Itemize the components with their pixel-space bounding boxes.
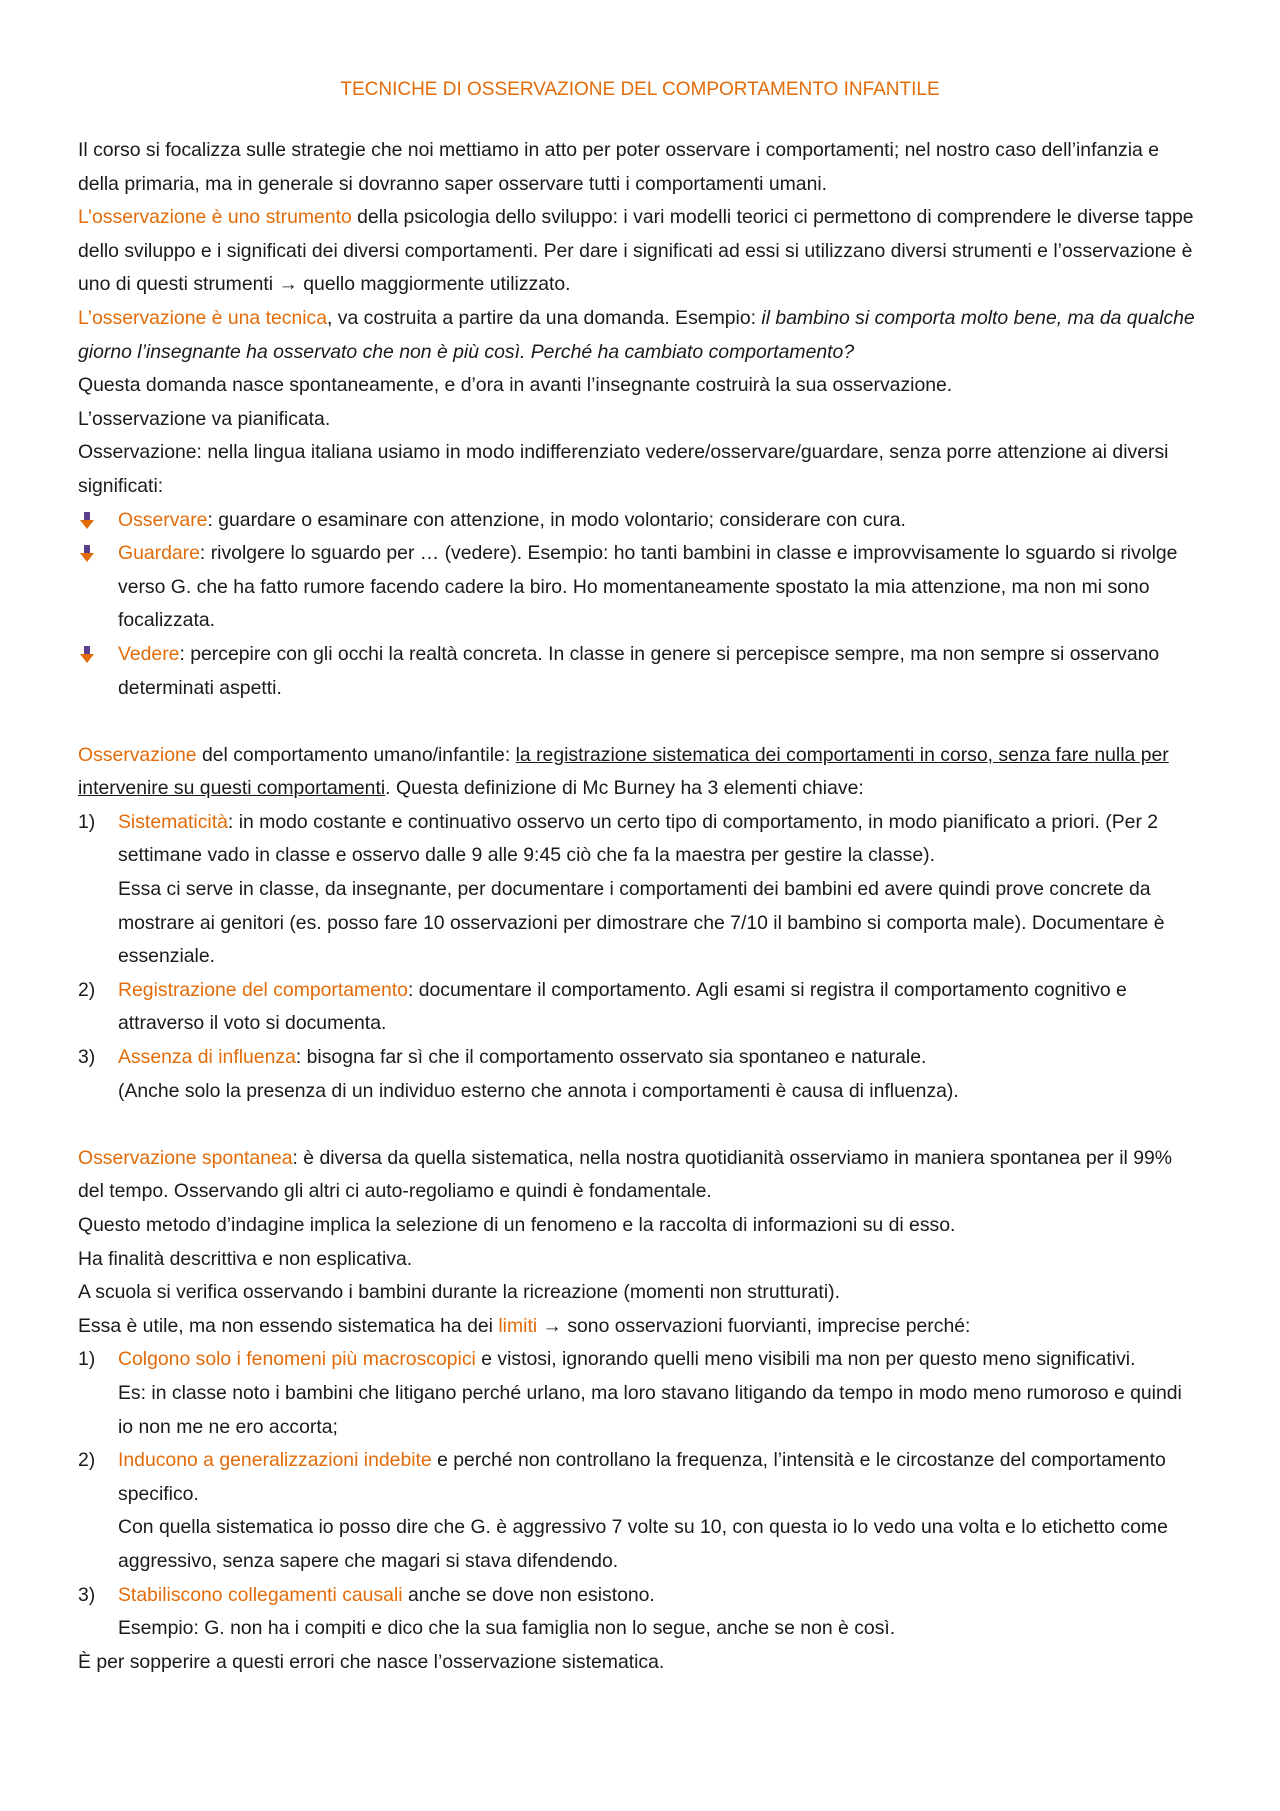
body-text: Essa è utile, ma non essendo sistematica ha dei [78,1314,499,1337]
verb-term: Osservare [118,508,208,531]
element-note: (Anche solo la presenza di un individuo esterno che annota i comportamenti è causa di influenza). [118,1079,959,1102]
body-text: , va costruita a partire da una domanda. Esempio: [327,306,762,329]
arrow-down-bullet-icon [80,512,94,530]
body-text: . Questa definizione di Mc Burney ha 3 elementi chiave: [385,777,864,800]
element-text: : bisogna far sì che il comportamento osservato sia spontaneo e naturale. [295,1046,927,1069]
element-term: Registrazione del comportamento [118,978,408,1001]
limit-term: Colgono solo i fenomeni più macroscopici [118,1348,476,1371]
verbs-list [78,504,1202,706]
list-number: 1) [78,810,96,833]
italic-example: il bambino si comporta molto bene, ma da qualche giorno l’insegnante ha osservato che non è più così. Perché ha cambiato comportamento? [78,306,1195,363]
intro-paragraph [78,302,1202,369]
list-item [78,1343,1202,1377]
list-item [78,1444,1202,1511]
arrow-down-bullet-icon [80,545,94,563]
intro-paragraph: L’osservazione va pianificata. [78,407,331,430]
body-text: del comportamento umano/infantile: [196,743,516,766]
underlined-definition: la registrazione sistematica dei comportamenti in corso, senza fare nulla per intervenire su questi comportamenti [78,743,1169,800]
verb-definition: : guardare o esaminare con attenzione, in modo volontario; considerare con cura. [207,508,906,531]
spacer [78,1108,1202,1142]
limit-term: Stabiliscono collegamenti causali [118,1583,403,1606]
element-term: Sistematicità [118,810,228,833]
limit-example: Es: in classe noto i bambini che litigano perché urlano, ma loro stavano litigando da tempo in modo meno rumoroso e quindi io non me ne ero accorta; [118,1381,1182,1438]
page-title: TECNICHE DI OSSERVAZIONE DEL COMPORTAMENTO INFANTILE [340,79,940,100]
limit-term: Inducono a generalizzazioni indebite [118,1449,432,1472]
intro-paragraph: Questa domanda nasce spontaneamente, e d’ora in avanti l’insegnante costruirà la sua osservazione. [78,374,953,397]
intro-paragraph [78,201,1202,302]
spontaneous-line: Questo metodo d’indagine implica la selezione di un fenomeno e la raccolta di informazioni su di esso. [78,1214,956,1236]
limit-example: Con quella sistematica io posso dire che G. è aggressivo 7 volte su 10, con questa io lo vedo una volta e lo etichetto come aggressivo, senza sapere che magari si stava difendendo. [118,1516,1168,1572]
list-item [78,1041,1202,1075]
highlight-text: L’osservazione è una tecnica [78,306,328,329]
list-number: 1) [78,1348,96,1371]
limit-text: e vistosi, ignorando quelli meno visibili ma non per questo meno significativi. [475,1348,1136,1371]
list-item [78,974,1202,1041]
verb-term: Vedere [118,642,180,665]
verb-definition: : percepire con gli occhi la realtà concreta. In classe in genere si percepisce sempre, ma non sempre si osservano determinati aspetti. [118,642,1160,699]
arrow-down-bullet-icon [80,646,94,664]
list-number: 3) [78,1046,96,1069]
highlight-text: Osservazione spontanea [78,1146,293,1169]
spontaneous-line [78,1310,1202,1344]
spontaneous-line: Ha finalità descrittiva e non esplicativa. [78,1247,413,1270]
element-term: Assenza di influenza [118,1046,296,1069]
list-item [78,806,1202,873]
definition-paragraph [78,739,1202,806]
element-text: : documentare il comportamento. Agli esami si registra il comportamento cognitivo e attraverso il voto si documenta. [118,978,1127,1035]
limit-example: Esempio: G. non ha i compiti e dico che la sua famiglia non lo segue, anche se non è così. [118,1617,896,1640]
list-item [78,638,1202,705]
intro-paragraph: Il corso si focalizza sulle strategie che noi mettiamo in atto per poter osservare i comportamenti; nel nostro caso dell’infanzia e della primaria, ma in generale si dovranno saper osservare tutti i comportamenti umani. [78,139,1160,195]
highlight-text: limiti [498,1314,538,1337]
list-number: 2) [78,978,96,1001]
intro-paragraph: Osservazione: nella lingua italiana usiamo in modo indifferenziato vedere/osservare/guardare, senza porre attenzione ai diversi significati: [78,441,1169,497]
list-number: 3) [78,1583,96,1606]
limit-text: e perché non controllano la frequenza, l’intensità e le circostanze del comportamento specifico. [118,1449,1166,1505]
closing-line: È per sopperire a questi errori che nasce l’osservazione sistematica. [78,1650,665,1673]
spontaneous-paragraph [78,1142,1202,1209]
body-text: della psicologia dello sviluppo: i vari modelli teorici ci permettono di comprendere le diverse tappe dello sviluppo e i significati dei diversi comportamenti. Per dare i significati ad essi si utilizzano diversi strumenti e l’osservazione è uno di questi strumenti → quello maggiormente utilizzato. [78,206,1194,296]
spacer [78,705,1202,739]
list-item [78,504,1202,538]
element-note: Essa ci serve in classe, da insegnante, per documentare i comportamenti dei bambini ed avere quindi prove concrete da mostrare ai genitori (es. posso fare 10 osservazioni per dimostrare che 7/10 il bambino si comporta male). Documentare è essenziale. [118,878,1165,968]
verb-definition: : rivolgere lo sguardo per … (vedere). Esempio: ho tanti bambini in classe e improvvisamente lo sguardo si rivolge verso G. che ha fatto rumore facendo cadere la biro. Ho momentaneamente spostato la mia attenzione, ma non mi sono focalizzata. [118,542,1178,632]
highlight-text: Osservazione [78,743,197,766]
highlight-text: L’osservazione è uno strumento [78,206,352,229]
body-text: → sono osservazioni fuorvianti, imprecise perché: [537,1314,971,1337]
verb-term: Guardare [118,542,200,565]
spontaneous-line: A scuola si verifica osservando i bambini durante la ricreazione (momenti non strutturati). [78,1281,840,1304]
list-item [78,537,1202,638]
limit-text: anche se dove non esistono. [402,1583,655,1606]
body-text: : è diversa da quella sistematica, nella nostra quotidianità osserviamo in maniera spontanea per il 99% del tempo. Osservando gli altri ci auto-regoliamo e quindi è fondamentale. [78,1146,1173,1203]
list-number: 2) [78,1449,96,1472]
element-text: : in modo costante e continuativo osservo un certo tipo di comportamento, in modo pianificato a priori. (Per 2 settimane vado in classe e osservo dalle 9 alle 9:45 ciò che fa la maestra per gestire la classe). [118,810,1159,867]
limits-list [78,1343,1202,1645]
list-item [78,1579,1202,1613]
key-elements-list [78,806,1202,1108]
